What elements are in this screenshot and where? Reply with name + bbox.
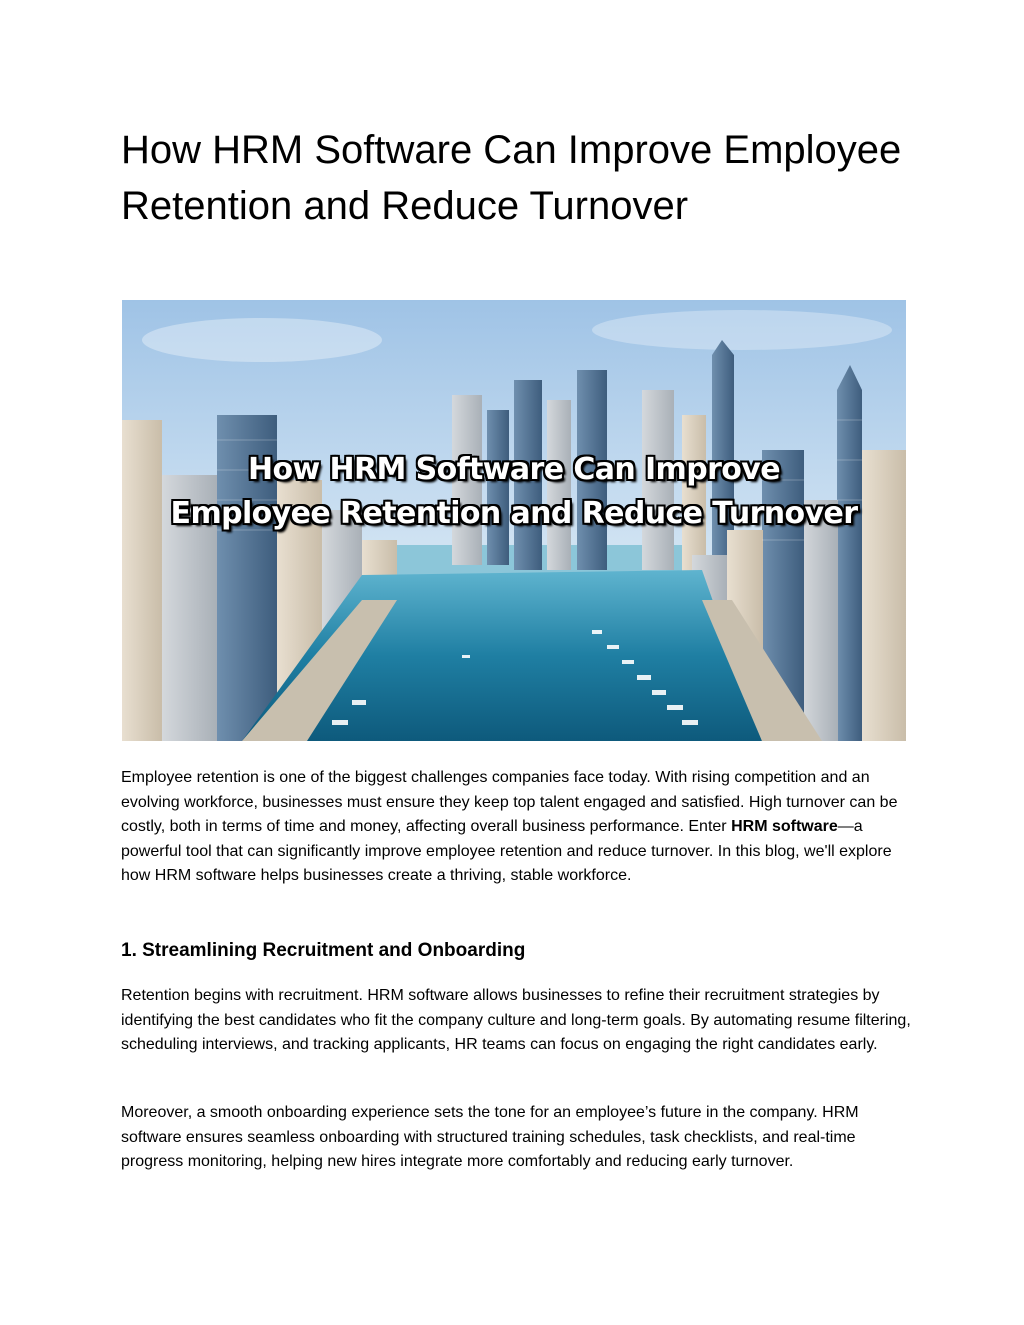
section-heading: 1. Streamlining Recruitment and Onboarding [121,940,526,961]
intro-paragraph [121,766,911,889]
section-paragraph-1: Retention begins with recruitment. HRM software allows businesses to refine their recruitment strategies by identifying the best candidates who fit the company culture and long-term goals. By automating resume filtering, scheduling interviews, and tracking applicants, HR teams can focus on engaging the right candidates early. [121,987,911,1053]
page-title: How HRM Software Can Improve Employee Retention and Reduce Turnover [121,128,902,228]
section-paragraph-2: Moreover, a smooth onboarding experience sets the tone for an employee’s future in the company. HRM software ensures seamless onboarding with structured training schedules, task checklists, and real-time progress monitoring, helping new hires integrate more comfortably and reducing early turnover. [121,1104,859,1170]
hero-overlay-title [122,448,906,536]
hero-image [122,300,906,741]
intro-text-start: Employee retention is one of the biggest challenges companies face today. With rising competition and an evolving workforce, businesses must ensure they keep top talent engaged and satisfied. High turnover can be costly, both in terms of time and money, affecting overall business performance. Enter [121,769,898,835]
intro-text-end: —a powerful tool that can significantly improve employee retention and reduce turnover. In this blog, we'll explore how HRM software helps businesses create a thriving, stable workforce. [121,818,892,884]
hero-overlay-line-2: Employee Retention and Reduce Turnover [170,496,858,531]
hero-overlay-line-1: How HRM Software Can Improve [247,452,780,487]
intro-bold-term: HRM software [731,818,838,835]
